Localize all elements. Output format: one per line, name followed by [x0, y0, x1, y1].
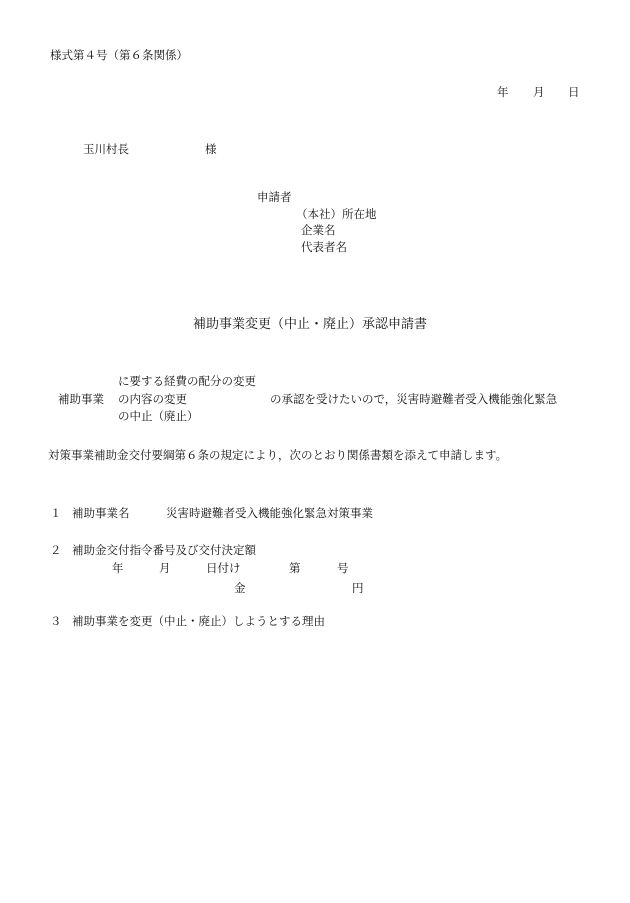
- date-year: 年: [497, 85, 509, 99]
- body-option-2: の内容の変更: [118, 392, 187, 406]
- item-1-label: 補助事業名: [72, 506, 130, 520]
- form-number: 様式第４号（第６条関係）: [50, 48, 188, 62]
- item-2-dai: 第: [289, 561, 301, 575]
- document-title: 補助事業変更（中止・廃止）承認申請書: [193, 317, 428, 332]
- item-2-month: 月: [159, 561, 171, 575]
- applicant-address-label: （本社）所在地: [296, 207, 377, 221]
- body-option-1: に要する経費の配分の変更: [118, 374, 256, 388]
- applicant-company-label: 企業名: [301, 223, 336, 237]
- item-2-kin: 金: [234, 581, 246, 595]
- item-2-label: 補助金交付指令番号及び交付決定額: [72, 543, 256, 557]
- date-month: 月: [533, 85, 545, 99]
- applicant-label: 申請者: [257, 190, 292, 204]
- item-3-number: ３: [50, 614, 62, 628]
- body-subject: 補助事業: [58, 392, 104, 406]
- item-2-yen: 円: [352, 581, 364, 595]
- body-line-end: の承認を受けたいので，災害時避難者受入機能強化緊急: [270, 392, 558, 406]
- date-day: 日: [568, 85, 580, 99]
- body-option-3: の中止（廃止）: [118, 409, 199, 423]
- addressee-name: 玉川村長: [83, 142, 129, 156]
- item-2-go: 号: [337, 561, 349, 575]
- item-1-number: １: [50, 506, 62, 520]
- item-3-label: 補助事業を変更（中止・廃止）しようとする理由: [72, 614, 325, 628]
- applicant-representative-label: 代表者名: [301, 240, 347, 254]
- item-2-number: ２: [50, 543, 62, 557]
- item-1-value: 災害時避難者受入機能強化緊急対策事業: [166, 506, 373, 520]
- body-line-2: 対策事業補助金交付要綱第６条の規定により，次のとおり関係書類を添えて申請します。: [48, 448, 508, 462]
- item-2-day: 日付け: [206, 561, 241, 575]
- item-2-year: 年: [112, 561, 124, 575]
- addressee-honorific: 様: [205, 142, 217, 156]
